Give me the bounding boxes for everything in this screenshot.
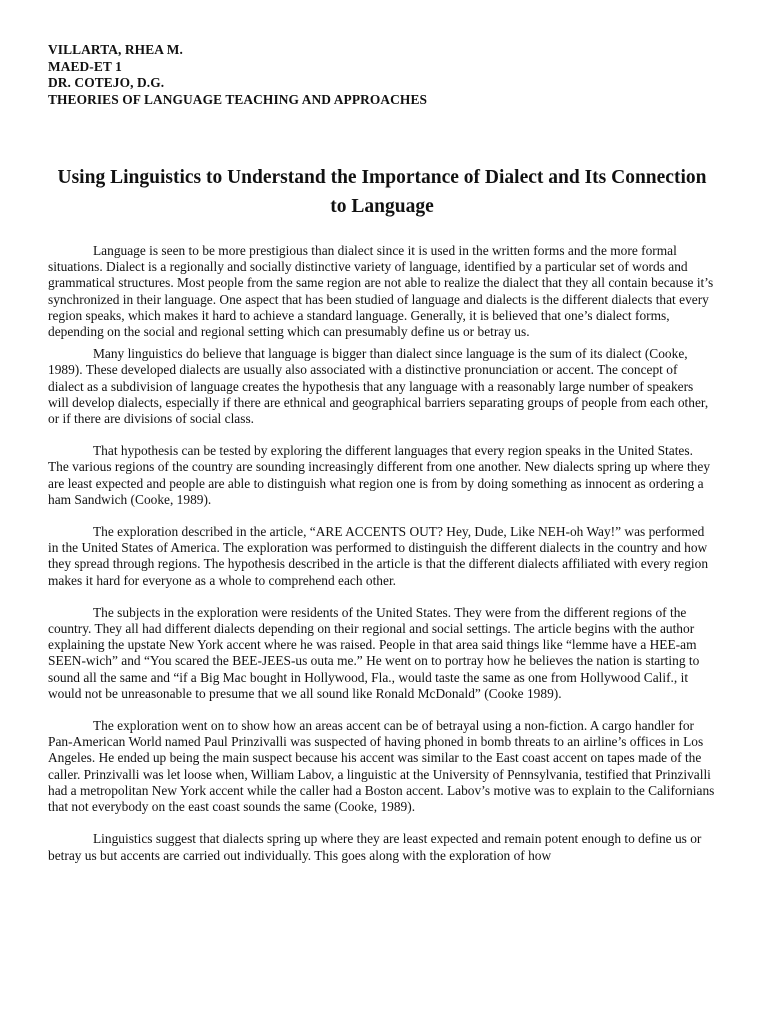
paragraph-7: Linguistics suggest that dialects spring up where they are least expected and remain potent enough to define us or betray us but accents are carried out individually. This goes along with the exploration of how xyxy=(48,831,702,863)
paragraph-4: The exploration described in the article, “ARE ACCENTS OUT? Hey, Dude, Like NEH-oh Way!” was performed in the United States of America. The exploration was performed to distinguish the different dialects in the country and how they spread through regions. The hypothesis described in the article is that the different dialects affiliated with every region makes it hard for everyone as a whole to comprehend each other. xyxy=(48,524,709,588)
author-name: VILLARTA, RHEA M. xyxy=(48,42,183,57)
paragraph-2: Many linguistics do believe that language is bigger than dialect since language is the sum of its dialect (Cooke, 1989). These developed dialects are usually also associated with a distinctive pronunciation or accent. The concept of dialect as a subdivision of language creates the hypothesis that any language with a reasonably large number of speakers will develop dialects, especially if there are ethnical and geographical barriers separating groups of people from each other, or if there are divisions of social class. xyxy=(48,346,709,427)
course-line: THEORIES OF LANGUAGE TEACHING AND APPROACHES xyxy=(48,91,428,107)
document-header xyxy=(48,42,716,108)
paragraph-1: Language is seen to be more prestigious than dialect since it is used in the written forms and the more formal situations. Dialect is a regionally and socially distinctive variety of language, identified by a particular set of words and grammatical structures. Most people from the same region are not able to realize the dialect that they all contain because it’s synchronized in their language. One aspect that has been studied of language and dialects is the different dialects that every region speaks, which makes it hard to achieve a standard language. Generally, it is believed that one’s dialect forms, depending on the social and regional setting which can presumably define us or betray us. xyxy=(48,243,714,340)
essay-body xyxy=(48,243,716,864)
paragraph-6: The exploration went on to show how an areas accent can be of betrayal using a non-fiction. A cargo handler for Pan-American World named Paul Prinzivalli was suspected of having phoned in bomb threats to an airline’s offices in Los Angeles. He ended up being the main suspect because his accent was similar to the East coast accent on tapes made of the caller. Prinzivalli was let loose when, William Labov, a linguistic at the University of Pennsylvania, testified that Prinzivalli had a metropolitan New York accent while the caller had a Boston accent. Labov’s motive was to explain to the Californians that not everybody on the east coast sounds the same (Cooke, 1989). xyxy=(48,718,715,815)
professor-line: DR. COTEJO, D.G. xyxy=(48,75,165,90)
paragraph-5: The subjects in the exploration were residents of the United States. They were from the different regions of the country. They all had different dialects depending on their regional and social settings. The article begins with the author explaining the upstate New York accent where he was raised. People in that area said things like “lemme have a HEE-am SEEN-wich” and “You scared the BEE-JEES-us outa me.” He went on to portray how he believes the nation is starting to sound all the same and “if a Big Mac bought in Hollywood, Fla., would taste the same as one from Hollywood Calif., it would not be unreasonable to presume that we all sound like Ronald McDonald” (Cooke 1989). xyxy=(48,604,700,701)
paragraph-3: That hypothesis can be tested by exploring the different languages that every region speaks in the United States. The various regions of the country are sounding increasingly different from one another. New dialects spring up where they are least expected and people are able to distinguish what region one is from by doing something as innocent as ordering a ham Sandwich (Cooke, 1989). xyxy=(48,443,711,507)
program-line: MAED-ET 1 xyxy=(48,58,122,74)
essay-title: Using Linguistics to Understand the Importance of Dialect and Its Connection to Language xyxy=(57,167,707,217)
